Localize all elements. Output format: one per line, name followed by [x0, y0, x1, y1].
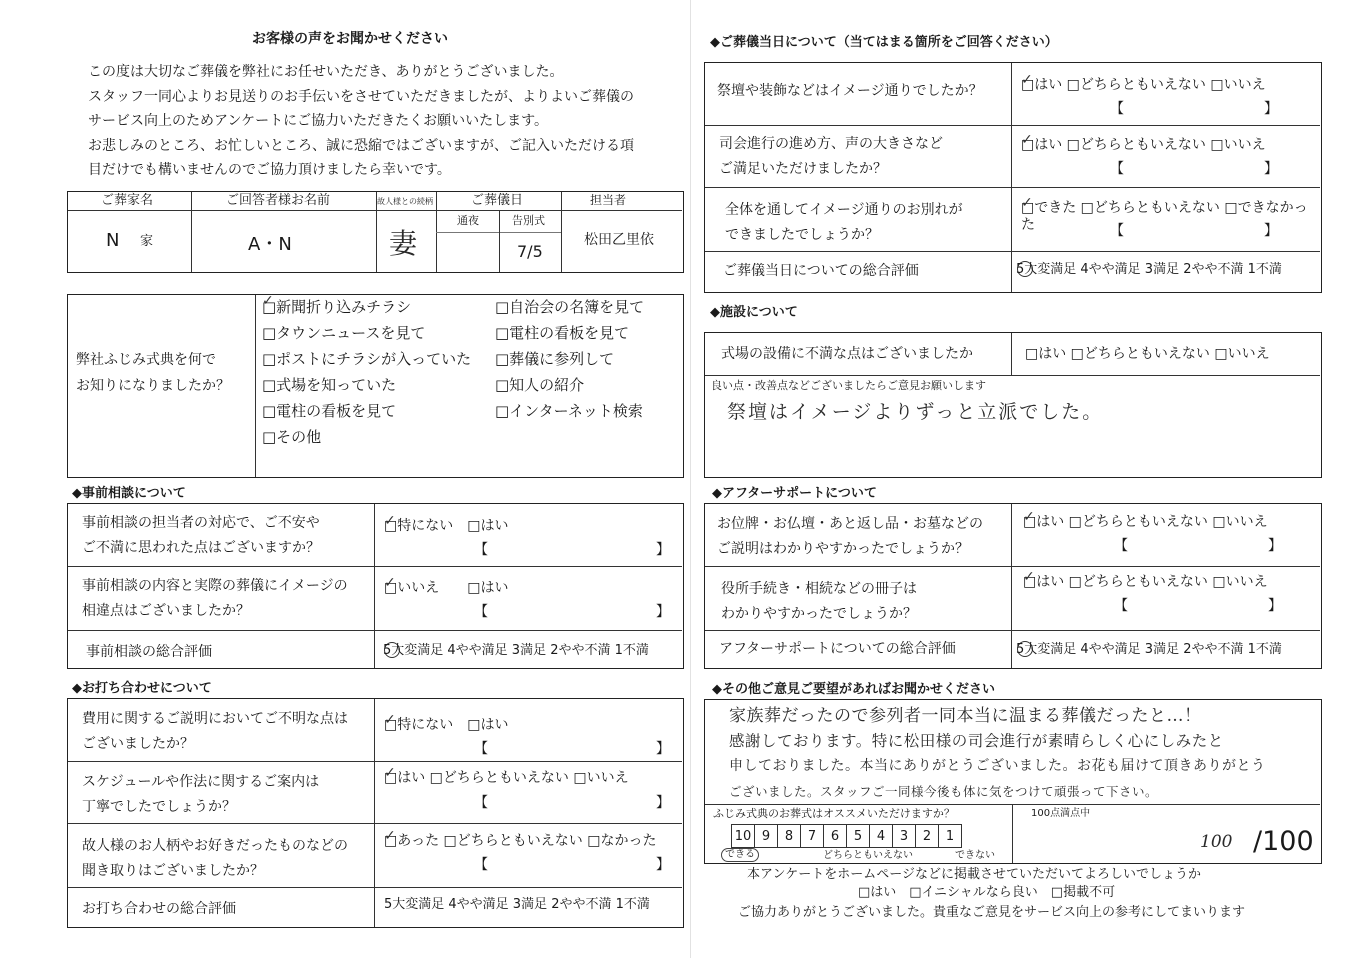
options-label: □はい □どちらともいえない □いいえ — [1023, 574, 1268, 590]
handwritten-line: ございました。スタッフご一同様今後も体に気をつけて頑張って下さい。 — [729, 784, 1159, 799]
pre-consult-section — [67, 503, 684, 669]
options-label: □特にない □はい — [384, 518, 509, 534]
question-line: 事前相談の内容と実際の葬儀にイメージの — [82, 578, 348, 594]
after-q2-options[interactable] — [1023, 574, 1268, 591]
question-line: ご説明はわかりやすかったでしょうか？ — [717, 541, 969, 557]
scale-5[interactable]: 5 — [847, 825, 870, 848]
source-question-line: お知りになりましたか？ — [76, 378, 230, 394]
question-line: 司会進行の進め方、声の大きさなど — [719, 136, 943, 152]
question-line: 故人様のお人柄やお好きだったものなどの — [82, 838, 348, 854]
source-question-line: 弊社ふじみ式典を何で — [76, 352, 216, 368]
source-opt-label: □葬儀に参列して — [495, 350, 615, 368]
pre-consult-q2-options[interactable] — [384, 580, 508, 597]
page-fold — [690, 0, 691, 958]
facility-heading: ◆施設について — [710, 305, 798, 320]
day-q3-comment[interactable]: 【 】 — [1110, 223, 1278, 239]
pre-consult-q2 — [82, 574, 348, 624]
options-label: □できた □どちらともいえない □できなかった — [1021, 200, 1308, 233]
meeting-rating[interactable]: 5大変満足 4やや満足 3満足 2やや不満 1不満 — [384, 897, 650, 912]
options-label: □はい □どちらともいえない □いいえ — [384, 770, 629, 786]
day-rating[interactable] — [1017, 261, 1282, 278]
scale-10[interactable]: 10 — [732, 825, 755, 848]
scale-6[interactable]: 6 — [824, 825, 847, 848]
source-opt-pole-sign[interactable] — [495, 324, 629, 343]
score-max: /100 — [1253, 826, 1314, 857]
options-label: □あった □どちらともいえない □なかった — [384, 833, 657, 849]
score-label: 100点満点中 — [1031, 808, 1091, 819]
scale-3[interactable]: 3 — [893, 825, 916, 848]
scale-mid-label: どちらともいえない — [823, 850, 913, 861]
question-line: 丁寧でしたでしょうか？ — [82, 799, 236, 815]
after-heading: ◆アフターサポートについて — [712, 486, 877, 501]
day-section — [704, 62, 1322, 293]
source-opt-venue[interactable] — [262, 376, 396, 395]
header-family-name: ご葬家名 — [101, 193, 154, 208]
scale-right-label: できない — [955, 850, 995, 861]
question-line: ご不満に思われた点はございますか？ — [82, 540, 320, 556]
meeting-q2-options[interactable] — [384, 770, 629, 787]
meeting-overall: お打ち合わせの総合評価 — [82, 901, 236, 917]
meeting-q1 — [82, 707, 348, 757]
thank-you-note: ご協力ありがとうございました。貴重なご意見をサービス向上の参考にしてまいります — [738, 905, 1246, 920]
question-line: お位牌・お仏壇・あと返し品・お墓などの — [717, 516, 983, 532]
header-relation: 故人様との続柄 — [377, 197, 433, 206]
header-tsuya: 通夜 — [457, 214, 479, 227]
question-line: 相違点はございましたか？ — [82, 603, 250, 619]
meeting-heading: ◆お打ち合わせについて — [72, 681, 212, 696]
options-label: □特にない □はい — [384, 717, 509, 733]
day-heading: ◆ご葬儀当日について（当てはまる箇所をご回答ください） — [710, 35, 1058, 50]
header-funeral-date: ご葬儀日 — [471, 193, 524, 208]
meeting-q2 — [82, 770, 319, 820]
source-opt-label: □新聞折り込みチラシ — [262, 298, 412, 316]
day-q1: 祭壇や装飾などはイメージ通りでしたか？ — [717, 83, 983, 99]
meeting-q3-options[interactable] — [384, 833, 656, 850]
scale-2[interactable]: 2 — [916, 825, 939, 848]
survey-title: お客様の声をお聞かせください — [252, 31, 448, 47]
source-opt-label: □式場を知っていた — [262, 376, 397, 394]
staff-value: 松田乙里依 — [584, 232, 654, 248]
source-section — [67, 294, 684, 478]
options-label: □はい □どちらともいえない □いいえ — [1021, 137, 1266, 153]
recommend-label: ふじみ式典のお葬式はオススメいただけますか？ — [713, 807, 955, 820]
source-opt-flyer[interactable] — [262, 350, 471, 369]
source-question — [76, 347, 230, 399]
source-opt-neighborhood[interactable] — [495, 298, 644, 317]
question-line: わかりやすかったでしょうか？ — [721, 606, 917, 622]
other-handwritten-comment[interactable] — [729, 704, 1266, 804]
after-section — [704, 503, 1322, 669]
question-line: ご満足いただけましたか？ — [719, 161, 887, 177]
respondent-value: A・N — [248, 234, 292, 255]
after-q1-options[interactable] — [1023, 514, 1268, 531]
header-staff: 担当者 — [590, 193, 627, 207]
pre-consult-q1-options[interactable] — [384, 518, 508, 535]
pre-consult-overall: 事前相談の総合評価 — [86, 644, 212, 660]
score-handwritten[interactable]: 100 — [1200, 832, 1233, 852]
pre-consult-q1 — [82, 511, 320, 561]
scale-left-label: できる — [721, 848, 759, 862]
header-respondent: ご回答者様お名前 — [226, 193, 331, 208]
after-rating[interactable] — [1017, 641, 1282, 658]
source-opt-other[interactable] — [262, 428, 321, 447]
pre-consult-heading: ◆事前相談について — [72, 486, 186, 501]
day-overall: ご葬儀当日についての総合評価 — [723, 263, 919, 279]
day-q1-options[interactable] — [1021, 77, 1266, 94]
after-q1-comment[interactable]: 【 】 — [1114, 538, 1282, 554]
pre-consult-rating[interactable] — [384, 642, 649, 659]
source-opt-label: □電柱の看板を見て — [262, 402, 397, 420]
scale-1[interactable]: 1 — [939, 825, 962, 848]
facility-q1-options[interactable] — [1025, 346, 1270, 363]
meeting-section — [67, 698, 684, 928]
question-line: スケジュールや作法に関するご案内は — [82, 774, 320, 790]
facility-q1: 式場の設備に不満な点はございましたか — [721, 346, 973, 362]
intro-line: 目だけでも構いませんのでご協力頂けましたら幸いです。 — [88, 162, 451, 178]
source-opt-internet[interactable] — [495, 402, 643, 421]
day-q2 — [719, 132, 943, 182]
meeting-q1-options[interactable] — [384, 717, 508, 734]
day-q3 — [725, 198, 963, 248]
kokubetsu-value: 7/5 — [517, 242, 543, 261]
rating-label: 5大変満足 4やや満足 3満足 2やや不満 1不満 — [383, 643, 649, 658]
rating-label: 5大変満足 4やや満足 3満足 2やや不満 1不満 — [1016, 262, 1282, 277]
other-section — [704, 699, 1322, 864]
source-opt-label: □インターネット検索 — [495, 402, 643, 420]
after-q1 — [717, 512, 983, 562]
source-opt-pole-sign-2[interactable] — [262, 402, 396, 421]
meeting-q3-comment[interactable]: 【 】 — [474, 857, 670, 873]
scale-7[interactable]: 7 — [801, 825, 824, 848]
handwritten-line: 家族葬だったので参列者一同本当に温まる葬儀だったと…！ — [729, 706, 1202, 726]
scale-4[interactable]: 4 — [870, 825, 893, 848]
relation-value: 妻 — [389, 227, 418, 260]
after-q2 — [721, 577, 917, 627]
question-line: 全体を通してイメージ通りのお別れが — [725, 202, 963, 218]
intro-line: サービス向上のためアンケートにご協力いただきたくお願いいたします。 — [88, 113, 549, 129]
pre-consult-q2-comment[interactable]: 【 】 — [474, 604, 670, 620]
question-line: 費用に関するご説明においてご不明な点は — [82, 711, 348, 727]
facility-section — [704, 332, 1322, 478]
scale-8[interactable]: 8 — [778, 825, 801, 848]
other-heading: ◆その他ご意見ご要望があればお聞かせください — [712, 682, 995, 697]
question-line: 役所手続き・相続などの冊子は — [721, 581, 917, 597]
intro-line: この度は大切なご葬儀を弊社にお任せいただき、ありがとうございました。 — [88, 64, 564, 80]
publish-question: 本アンケートをホームページなどに掲載させていただいてよろしいでしょうか — [747, 867, 1201, 882]
recommend-scale[interactable] — [731, 824, 962, 848]
meeting-q2-comment[interactable]: 【 】 — [474, 795, 670, 811]
intro-line: スタッフ一同心よりお見送りのお手伝いをさせていただきましたが、よりよいご葬儀の — [88, 88, 634, 105]
question-line: できましたでしょうか？ — [725, 227, 879, 243]
source-opt-town-news[interactable] — [262, 324, 425, 343]
family-name-value: N — [106, 230, 120, 251]
intro-text — [88, 60, 634, 183]
source-opt-referral[interactable] — [495, 376, 584, 395]
source-opt-attended[interactable] — [495, 350, 614, 369]
handwritten-line: 感謝しております。特に松田様の司会進行が素晴らしく心にしみたと — [729, 732, 1224, 750]
facility-comment-label: 良い点・改善点などございましたらご意見お願いします — [711, 379, 986, 392]
publish-options[interactable]: □はい □イニシャルなら良い □掲載不可 — [858, 885, 1116, 900]
scale-9[interactable]: 9 — [755, 825, 778, 848]
meeting-q3 — [82, 834, 348, 884]
meeting-q1-comment[interactable]: 【 】 — [474, 741, 670, 757]
pre-consult-q1-comment[interactable]: 【 】 — [474, 542, 670, 558]
source-opt-label: □タウンニュースを見て — [262, 324, 426, 342]
day-q2-options[interactable] — [1021, 137, 1266, 154]
header-kokubetsu: 告別式 — [512, 214, 545, 227]
options-label: □はい □どちらともいえない □いいえ — [1023, 514, 1268, 530]
intro-line: お悲しみのところ、お忙しいところ、誠に恐縮ではございますが、ご記入いただける項 — [88, 137, 634, 154]
facility-comment[interactable]: 祭壇はイメージよりずっと立派でした。 — [727, 401, 1104, 423]
question-line: 聞き取りはございましたか？ — [82, 863, 264, 879]
source-opt-label: □自治会の名簿を見て — [495, 298, 645, 316]
day-q2-comment[interactable]: 【 】 — [1110, 161, 1278, 177]
handwritten-line: 申しておりました。本当にありがとうございました。お花も届けて頂きありがとう — [729, 758, 1266, 774]
options-label: □いいえ □はい — [384, 580, 509, 596]
options-label: □はい □どちらともいえない □いいえ — [1021, 77, 1266, 93]
info-table — [67, 191, 684, 273]
after-overall: アフターサポートについての総合評価 — [719, 641, 956, 657]
source-opt-label: □その他 — [262, 428, 322, 446]
source-opt-label: □知人の紹介 — [495, 376, 585, 394]
question-line: 事前相談の担当者の対応で、ご不安や — [82, 515, 320, 531]
question-line: ございましたか？ — [82, 736, 194, 752]
family-suffix: 家 — [140, 234, 154, 249]
day-q1-comment[interactable]: 【 】 — [1110, 101, 1278, 117]
rating-label: 5大変満足 4やや満足 3満足 2やや不満 1不満 — [1016, 642, 1282, 657]
options-label: □はい □どちらともいえない □いいえ — [1025, 346, 1270, 362]
source-opt-newspaper[interactable] — [262, 298, 411, 317]
after-q2-comment[interactable]: 【 】 — [1114, 598, 1282, 614]
source-opt-label: □電柱の看板を見て — [495, 324, 630, 342]
source-opt-label: □ポストにチラシが入っていた — [262, 350, 472, 368]
